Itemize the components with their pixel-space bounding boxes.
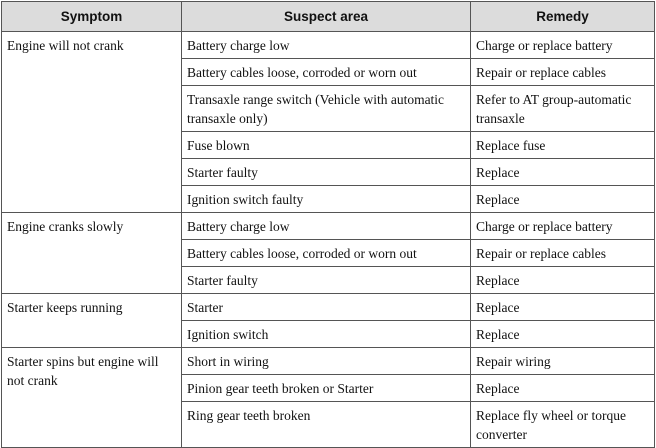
remedy-cell: Replace fuse <box>471 132 655 159</box>
table-row <box>2 348 655 375</box>
troubleshooting-table <box>1 1 655 448</box>
remedy-cell: Replace <box>471 321 655 348</box>
suspect-area-cell: Ignition switch <box>182 321 471 348</box>
suspect-area-cell: Battery cables loose, corroded or worn out <box>182 240 471 267</box>
remedy-cell: Replace <box>471 375 655 402</box>
remedy-cell: Repair or replace cables <box>471 59 655 86</box>
symptom-cell: Engine cranks slowly <box>2 213 182 294</box>
table-row <box>2 213 655 240</box>
remedy-cell: Refer to AT group-automatic transaxle <box>471 86 655 132</box>
remedy-cell: Replace <box>471 267 655 294</box>
suspect-area-cell: Battery charge low <box>182 32 471 59</box>
suspect-area-cell: Transaxle range switch (Vehicle with automatic transaxle only) <box>182 86 471 132</box>
remedy-cell: Charge or replace battery <box>471 32 655 59</box>
symptom-cell: Engine will not crank <box>2 32 182 213</box>
symptom-cell: Starter spins but engine will not crank <box>2 348 182 448</box>
symptom-cell: Starter keeps running <box>2 294 182 348</box>
remedy-cell: Charge or replace battery <box>471 213 655 240</box>
table-row <box>2 32 655 59</box>
suspect-area-cell: Pinion gear teeth broken or Starter <box>182 375 471 402</box>
suspect-area-cell: Starter faulty <box>182 159 471 186</box>
suspect-area-cell: Fuse blown <box>182 132 471 159</box>
symptom-header: Symptom <box>2 2 182 32</box>
remedy-header: Remedy <box>471 2 655 32</box>
suspect-area-cell: Starter <box>182 294 471 321</box>
remedy-cell: Repair or replace cables <box>471 240 655 267</box>
suspect-area-cell: Battery charge low <box>182 213 471 240</box>
remedy-cell: Replace <box>471 159 655 186</box>
suspect-area-cell: Short in wiring <box>182 348 471 375</box>
suspect-area-cell: Battery cables loose, corroded or worn out <box>182 59 471 86</box>
suspect-area-cell: Ignition switch faulty <box>182 186 471 213</box>
table-row <box>2 294 655 321</box>
header-row <box>2 2 655 32</box>
remedy-cell: Replace fly wheel or torque converter <box>471 402 655 448</box>
suspect-area-cell: Ring gear teeth broken <box>182 402 471 448</box>
remedy-cell: Replace <box>471 186 655 213</box>
suspect-area-cell: Starter faulty <box>182 267 471 294</box>
suspect-area-header: Suspect area <box>182 2 471 32</box>
remedy-cell: Replace <box>471 294 655 321</box>
remedy-cell: Repair wiring <box>471 348 655 375</box>
